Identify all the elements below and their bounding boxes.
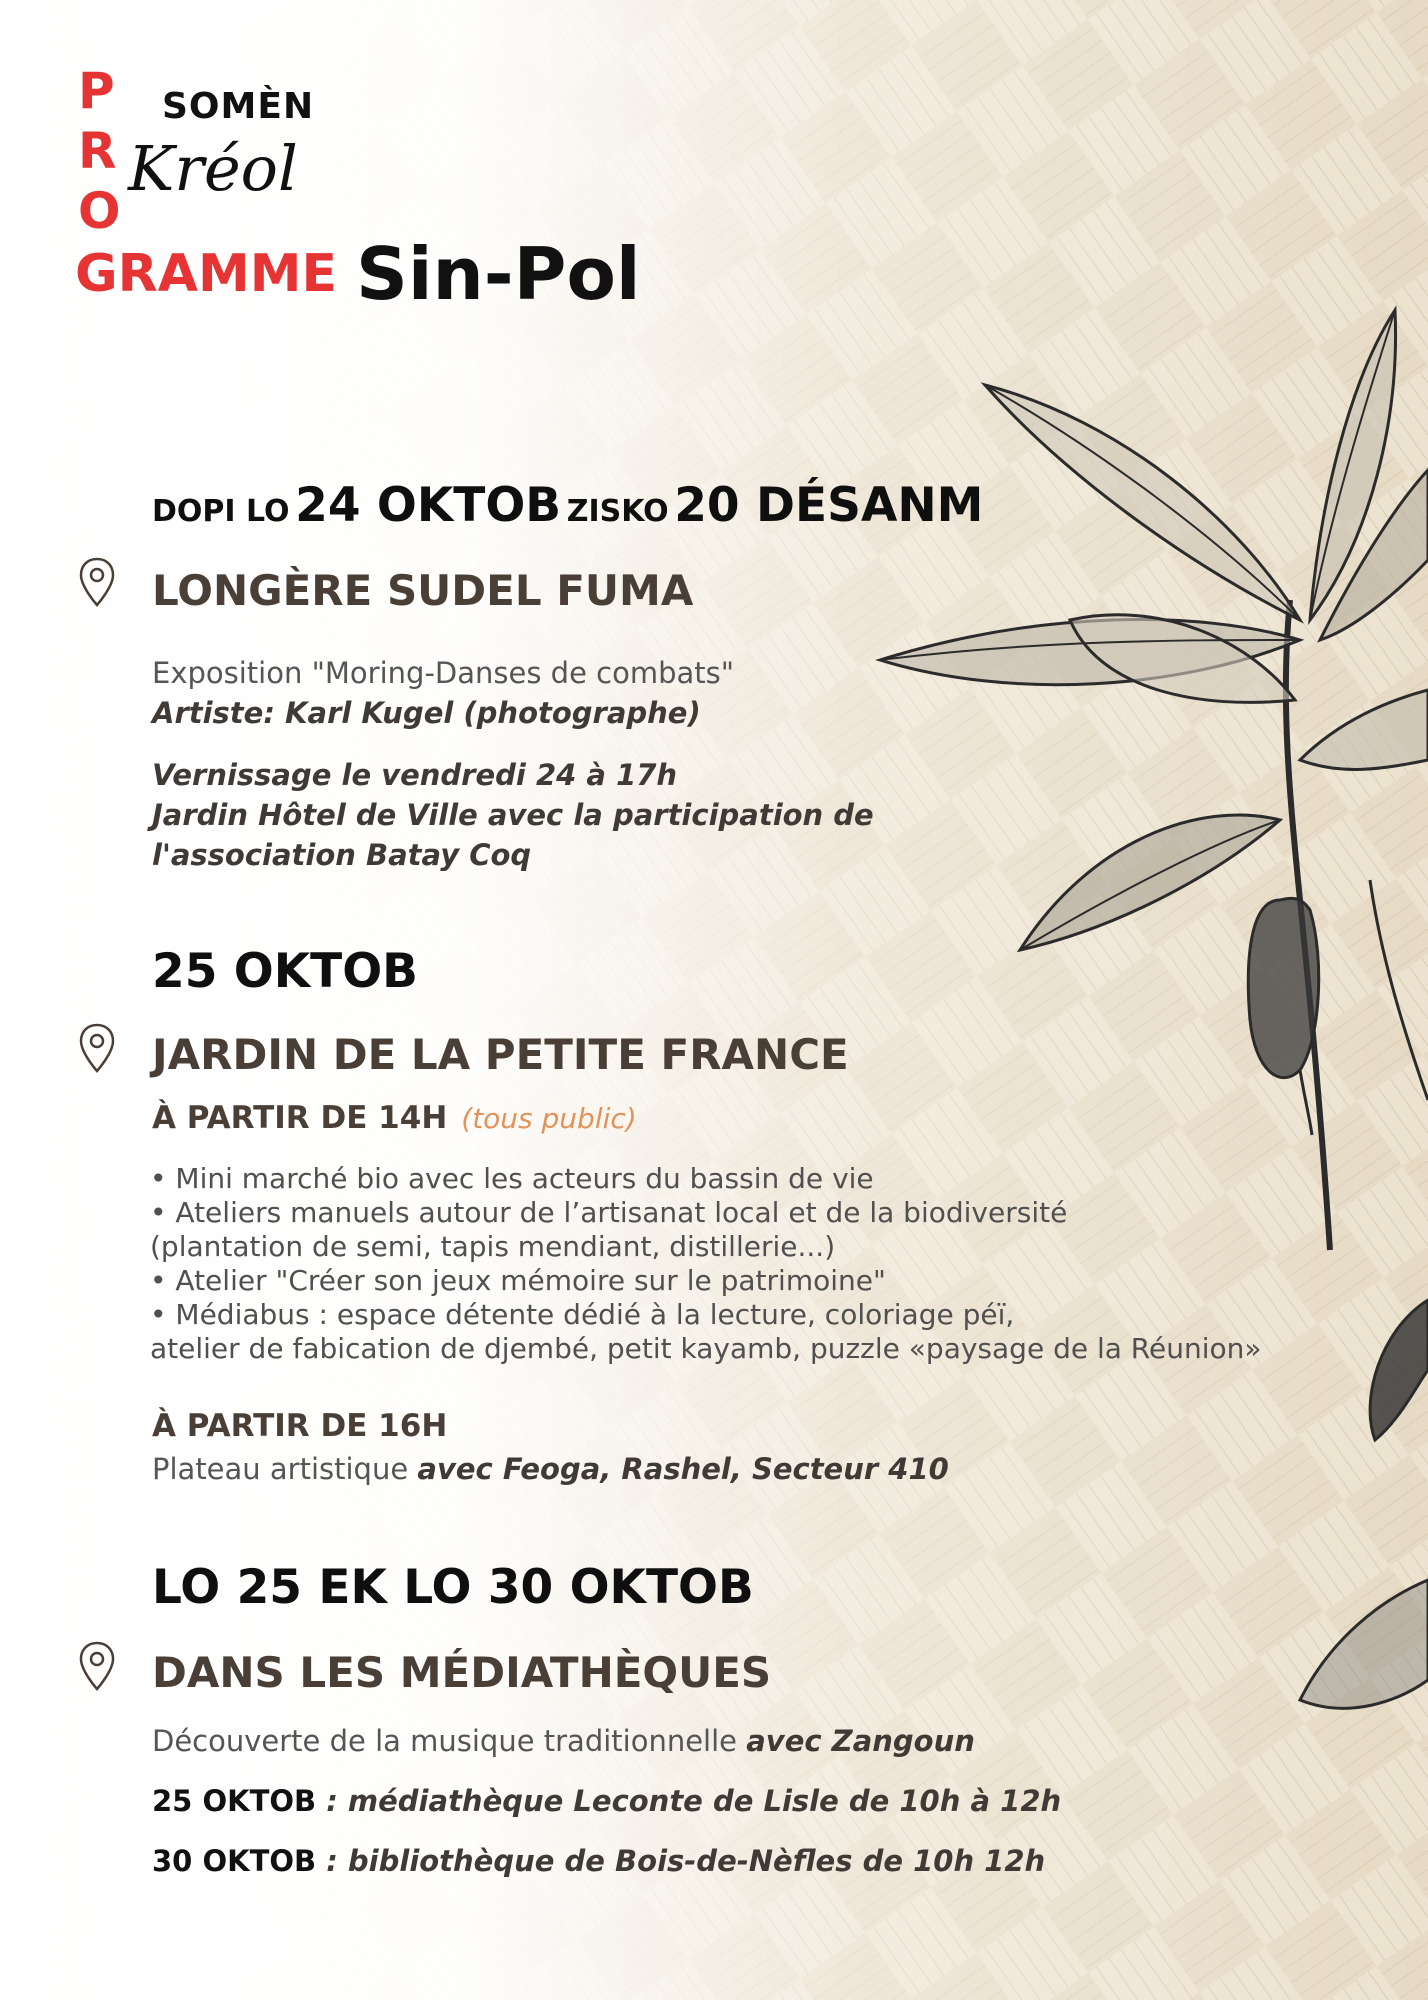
section2-time1: À PARTIR DE 14H (tous public) [152,1100,637,1136]
section1-artist: Artiste: Karl Kugel (photographe) [152,696,701,730]
section1-date: DOPI LO 24 OKTOB ZISKO 20 DÉSANM [152,478,984,533]
section1-vernissage: Vernissage le vendredi 24 à 17h [152,758,678,792]
list-item: atelier de fabication de djembé, petit kayamb, puzzle «paysage de la Réunion» [150,1332,1262,1365]
section2-time2: À PARTIR DE 16H [152,1408,448,1444]
logo-letter-p: P [78,62,115,120]
list-item: (plantation de semi, tapis mendiant, distillerie...) [150,1230,836,1263]
section2-venue: JARDIN DE LA PETITE FRANCE [152,1030,849,1079]
list-item: • Atelier "Créer son jeux mémoire sur le patrimoine" [150,1264,886,1297]
section2-date: 25 OKTOB [152,944,418,999]
section2-plateau: Plateau artistique avec Feoga, Rashel, Secteur 410 [152,1452,949,1486]
logo-somen: SOMÈN [162,86,315,127]
audience-label: (tous public) [461,1102,637,1135]
logo-letter-o: O [78,182,121,240]
page-title: Sin-Pol [356,232,641,316]
section3-venue: DANS LES MÉDIATHÈQUES [152,1648,772,1697]
location-pin-icon [77,1022,117,1074]
list-item: • Médiabus : espace détente dédié à la lecture, coloriage péï, [150,1298,1015,1331]
logo-gramme: GRAMME [75,244,337,304]
section1-jardin-line2: l'association Batay Coq [152,838,532,872]
list-item: • Mini marché bio avec les acteurs du bassin de vie [150,1162,874,1195]
section1-expo: Exposition "Moring-Danses de combats" [152,656,735,690]
list-item: • Ateliers manuels autour de l’artisanat local et de la biodiversité [150,1196,1068,1229]
section3-event: 30 OKTOB : bibliothèque de Bois-de-Nèfles de 10h 12h [152,1844,1046,1878]
location-pin-icon [77,1640,117,1692]
section3-discover: Découverte de la musique traditionnelle avec Zangoun [152,1724,975,1758]
section3-date: LO 25 EK LO 30 OKTOB [152,1560,754,1615]
section1-jardin-line1: Jardin Hôtel de Ville avec la participation de [152,798,874,832]
section1-venue: LONGÈRE SUDEL FUMA [152,566,694,615]
logo-kreol: Kréol [128,132,298,205]
section3-event: 25 OKTOB : médiathèque Leconte de Lisle de 10h à 12h [152,1784,1062,1818]
logo-letter-r: R [78,122,117,180]
location-pin-icon [77,556,117,608]
section2-activity-list [150,1162,1262,1366]
